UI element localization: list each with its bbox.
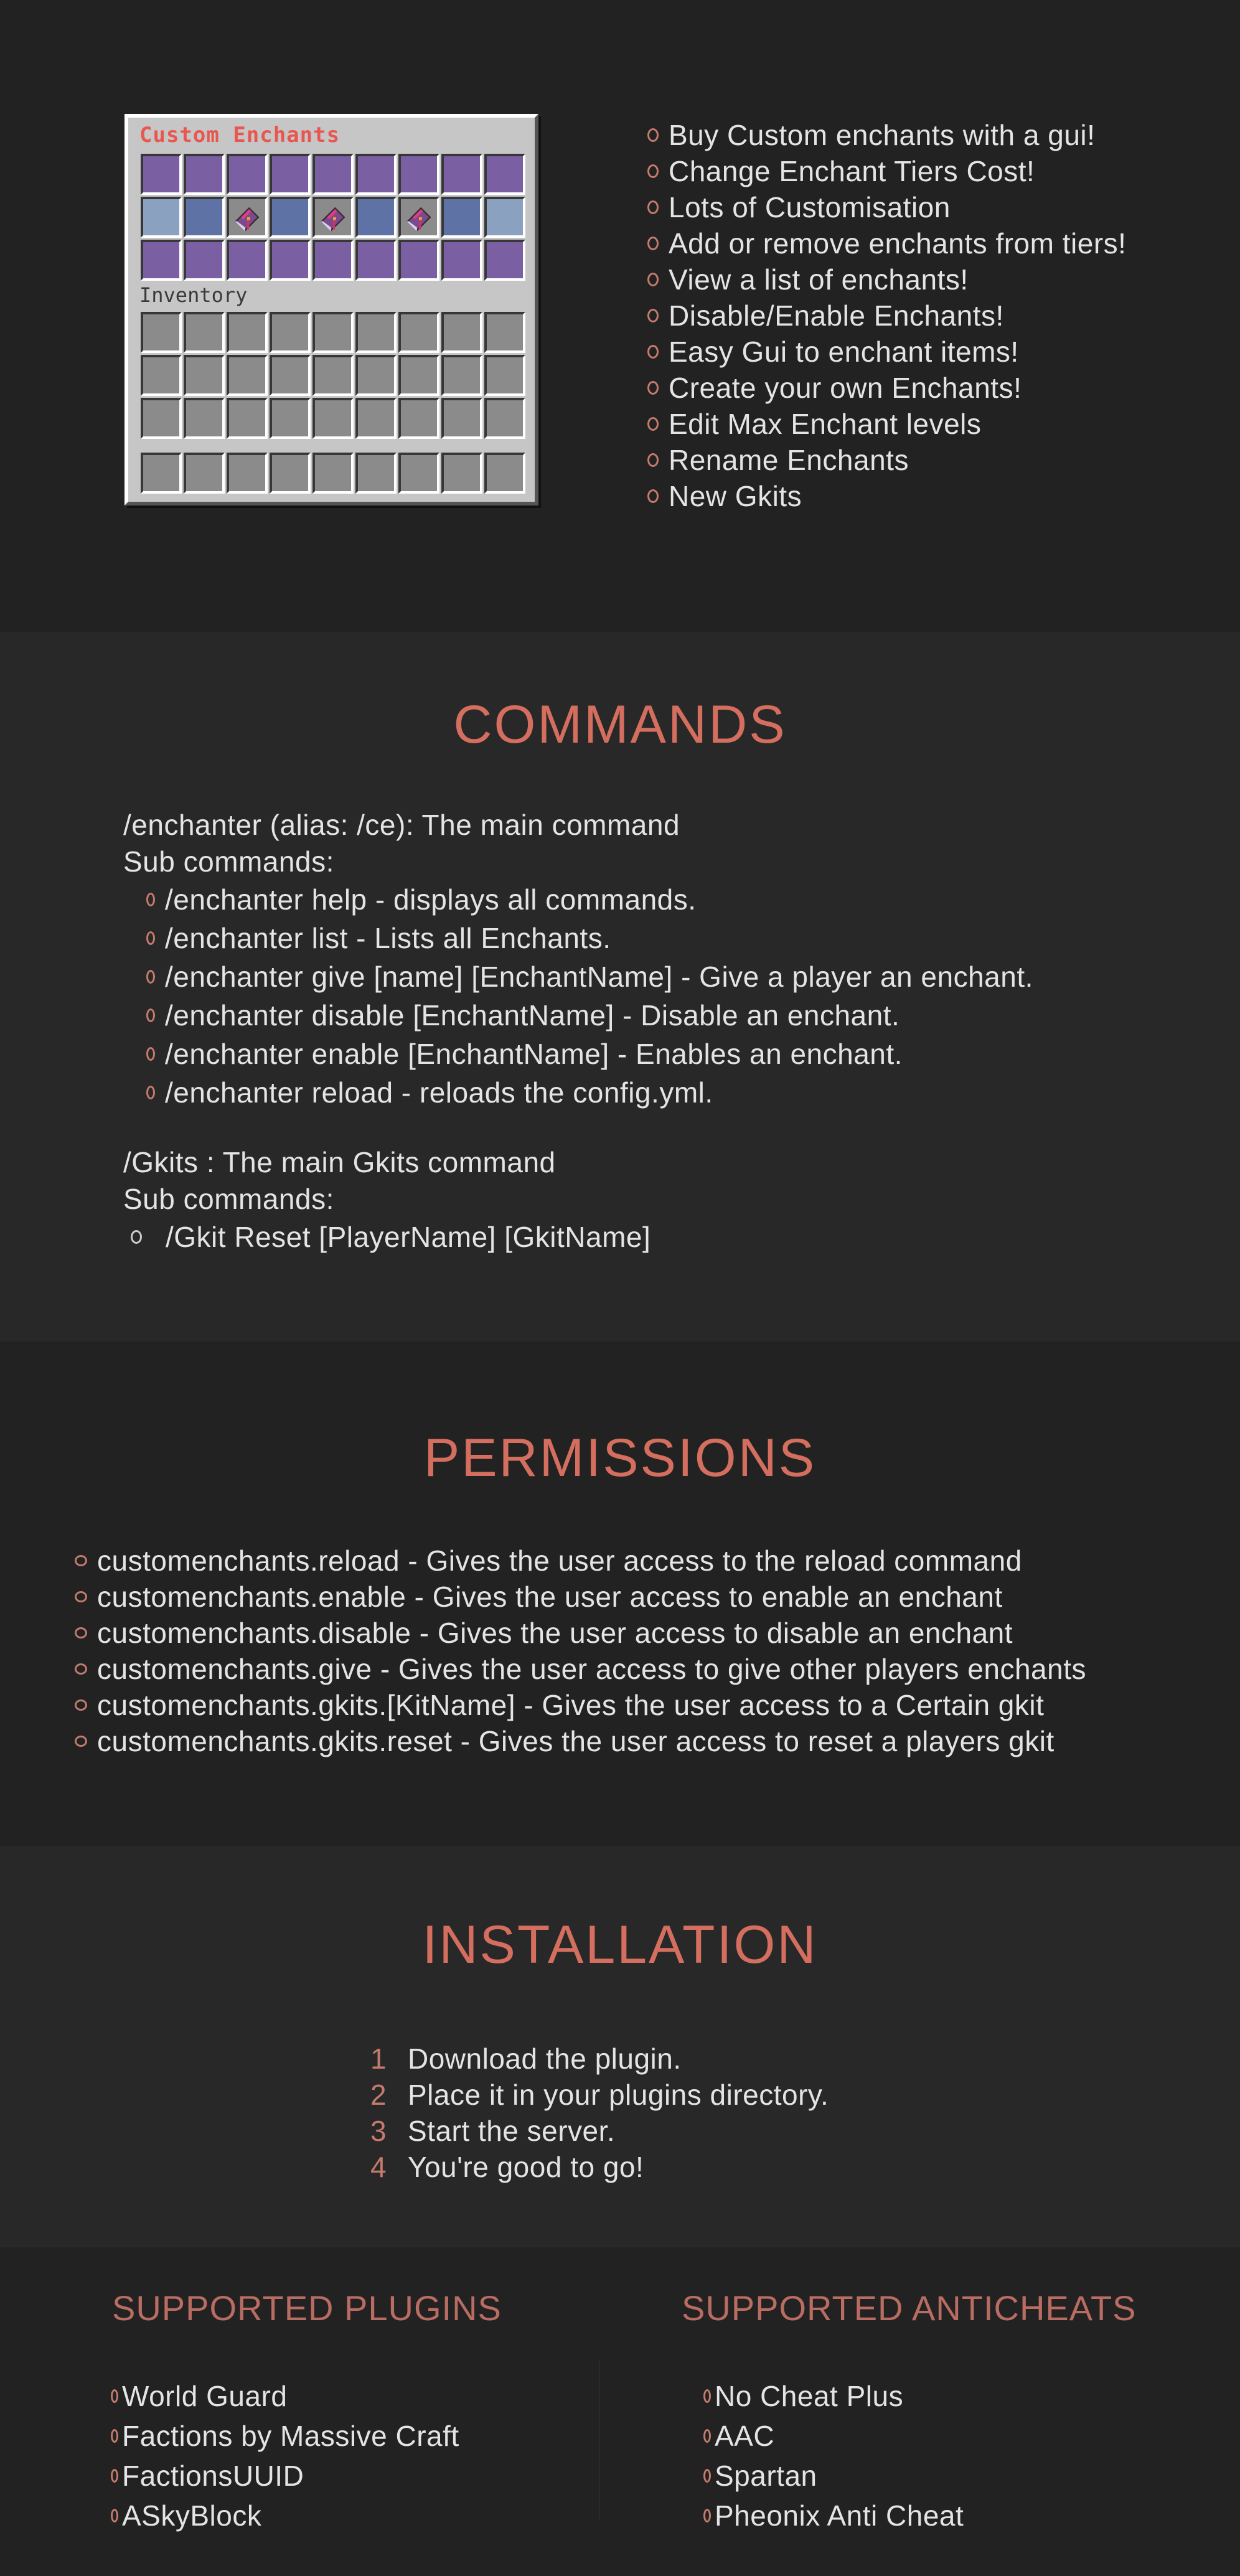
inventory-slot[interactable] <box>184 355 225 396</box>
step-number: 2 <box>370 2079 387 2111</box>
sub-command-item-text: /enchanter list - Lists all Enchants. <box>165 922 611 954</box>
bullet-icon <box>647 381 659 395</box>
bullet-icon <box>111 2509 118 2522</box>
feature-item <box>647 227 1126 260</box>
inventory-slot[interactable] <box>270 197 311 238</box>
sub-commands-label: Sub commands: <box>123 845 334 878</box>
permission-item <box>75 1616 1013 1650</box>
sub-command-item-text: /enchanter disable [EnchantName] - Disable an enchant. <box>165 999 900 1032</box>
feature-item <box>647 118 1095 152</box>
feature-item-text: Edit Max Enchant levels <box>669 408 982 440</box>
supported-anticheat-item <box>703 2499 964 2532</box>
bullet-icon <box>647 273 659 286</box>
bullet-icon <box>146 970 155 984</box>
inventory-slot[interactable] <box>441 197 482 238</box>
bullet-icon <box>647 200 659 214</box>
gkit-sub-command-item-text: /Gkit Reset [PlayerName] [GkitName] <box>166 1221 651 1253</box>
step-text: Place it in your plugins directory. <box>408 2079 829 2111</box>
inventory-slot[interactable] <box>227 240 268 281</box>
bullet-icon <box>146 1047 155 1061</box>
inventory-slot[interactable] <box>141 154 182 195</box>
supported-plugin-item <box>111 2459 304 2493</box>
step-text: Start the server. <box>408 2115 616 2147</box>
permission-item <box>75 1688 1044 1722</box>
bullet-icon <box>146 1086 155 1099</box>
feature-item-text: Buy Custom enchants with a gui! <box>669 119 1096 151</box>
bullet-icon <box>647 237 659 250</box>
inventory-slot[interactable] <box>184 398 225 439</box>
installation-section <box>0 1846 1240 2247</box>
inventory-slot[interactable] <box>184 154 225 195</box>
inventory-slot[interactable] <box>312 312 354 353</box>
inventory-slot[interactable] <box>184 197 225 238</box>
bullet-icon <box>647 128 659 142</box>
gkits-sub-commands-label: Sub commands: <box>123 1183 334 1215</box>
feature-item-text: Easy Gui to enchant items! <box>669 336 1019 368</box>
permission-item-text: customenchants.reload - Gives the user access to the reload command <box>97 1544 1022 1577</box>
inventory-slot[interactable] <box>141 453 182 494</box>
gkits-main-command: /Gkits : The main Gkits command <box>123 1146 556 1178</box>
inventory-grid <box>141 312 525 439</box>
install-step <box>370 2042 682 2075</box>
feature-item <box>647 190 951 224</box>
gui-title: Custom Enchants <box>139 123 341 148</box>
inventory-slot[interactable] <box>141 312 182 353</box>
bullet-icon <box>111 2469 118 2483</box>
sub-command-item-text: /enchanter reload - reloads the config.yml. <box>165 1076 713 1109</box>
inventory-slot[interactable] <box>312 398 354 439</box>
gkit-sub-command-item <box>131 1220 651 1254</box>
inventory-slot[interactable] <box>355 453 397 494</box>
enchanted-book-slot[interactable] <box>312 197 354 238</box>
supported-anticheat-item-text: Spartan <box>715 2460 817 2492</box>
feature-item-text: Add or remove enchants from tiers! <box>669 227 1127 260</box>
bullet-icon <box>146 931 155 945</box>
feature-item-text: View a list of enchants! <box>669 263 969 296</box>
inventory-slot[interactable] <box>441 154 482 195</box>
inventory-slot[interactable] <box>484 197 525 238</box>
bullet-icon <box>75 1627 87 1638</box>
sub-command-item <box>146 999 899 1032</box>
inventory-slot[interactable] <box>355 240 397 281</box>
sub-command-item <box>146 1076 713 1109</box>
bullet-icon <box>75 1699 87 1711</box>
inventory-slot[interactable] <box>227 312 268 353</box>
inventory-slot[interactable] <box>441 398 482 439</box>
supported-plugin-item <box>111 2379 287 2413</box>
inventory-slot[interactable] <box>270 355 311 396</box>
inventory-slot[interactable] <box>270 312 311 353</box>
bullet-icon <box>111 2429 118 2443</box>
inventory-label: Inventory <box>139 283 248 307</box>
feature-item <box>647 299 1004 332</box>
inventory-slot[interactable] <box>441 355 482 396</box>
sub-command-item-text: /enchanter give [name] [EnchantName] - Give a player an enchant. <box>165 961 1033 993</box>
hotbar-grid <box>141 453 525 494</box>
column-divider <box>599 2359 600 2521</box>
enchanter-main-command: /enchanter (alias: /ce): The main command <box>123 809 680 841</box>
bullet-icon <box>75 1591 87 1602</box>
supported-plugins-title: SUPPORTED PLUGINS <box>112 2288 502 2328</box>
bullet-icon <box>703 2469 711 2483</box>
feature-item <box>647 443 909 477</box>
inventory-slot[interactable] <box>270 398 311 439</box>
bullet-icon <box>647 164 659 178</box>
feature-item <box>647 263 969 296</box>
supported-anticheat-item <box>703 2459 817 2493</box>
step-text: You're good to go! <box>408 2151 644 2183</box>
bullet-icon <box>131 1230 142 1244</box>
inventory-slot[interactable] <box>184 240 225 281</box>
permissions-title: PERMISSIONS <box>423 1428 817 1488</box>
inventory-slot[interactable] <box>484 398 525 439</box>
inventory-slot[interactable] <box>355 154 397 195</box>
bullet-icon <box>703 2389 711 2403</box>
feature-item-text: Lots of Customisation <box>669 191 951 223</box>
step-text: Download the plugin. <box>408 2042 682 2075</box>
bullet-icon <box>647 345 659 359</box>
install-step <box>370 2114 615 2148</box>
supported-section <box>0 2247 1240 2576</box>
feature-item-text: Change Enchant Tiers Cost! <box>669 155 1035 187</box>
inventory-slot[interactable] <box>398 453 439 494</box>
inventory-slot[interactable] <box>184 312 225 353</box>
bullet-icon <box>111 2389 118 2403</box>
inventory-slot[interactable] <box>270 240 311 281</box>
inventory-slot[interactable] <box>270 453 311 494</box>
feature-item <box>647 479 802 513</box>
commands-title: COMMANDS <box>453 695 787 754</box>
feature-item-text: New Gkits <box>669 480 802 512</box>
inventory-slot[interactable] <box>484 154 525 195</box>
supported-anticheats-title: SUPPORTED ANTICHEATS <box>682 2288 1137 2328</box>
supported-plugin-item-text: Factions by Massive Craft <box>122 2420 459 2452</box>
inventory-slot[interactable] <box>441 240 482 281</box>
enchanted-book-slot[interactable] <box>227 197 268 238</box>
bullet-icon <box>75 1736 87 1747</box>
inventory-slot[interactable] <box>484 355 525 396</box>
inventory-slot[interactable] <box>398 355 439 396</box>
permission-item <box>75 1652 1086 1686</box>
inventory-slot[interactable] <box>398 398 439 439</box>
permission-item-text: customenchants.disable - Gives the user access to disable an enchant <box>97 1617 1013 1649</box>
permission-item-text: customenchants.give - Gives the user access to give other players enchants <box>97 1653 1087 1685</box>
supported-anticheat-item-text: No Cheat Plus <box>715 2380 904 2412</box>
bullet-icon <box>647 417 659 431</box>
bullet-icon <box>647 453 659 467</box>
inventory-slot[interactable] <box>141 240 182 281</box>
inventory-slot[interactable] <box>441 453 482 494</box>
inventory-slot[interactable] <box>141 398 182 439</box>
sub-command-item <box>146 883 697 916</box>
inventory-slot[interactable] <box>312 154 354 195</box>
commands-section <box>0 632 1240 1342</box>
bullet-icon <box>647 489 659 503</box>
inventory-slot[interactable] <box>312 240 354 281</box>
inventory-slot[interactable] <box>355 312 397 353</box>
bullet-icon <box>75 1555 87 1566</box>
inventory-slot[interactable] <box>398 240 439 281</box>
sub-command-item-text: /enchanter help - displays all commands. <box>165 883 697 916</box>
supported-plugin-item-text: World Guard <box>122 2380 288 2412</box>
install-step <box>370 2150 644 2184</box>
permission-item-text: customenchants.gkits.reset - Gives the user access to reset a players gkit <box>97 1725 1054 1757</box>
supported-plugin-item <box>111 2499 261 2532</box>
supported-plugin-item <box>111 2419 459 2453</box>
permission-item <box>75 1580 1003 1614</box>
inventory-slot[interactable] <box>227 398 268 439</box>
inventory-slot[interactable] <box>484 240 525 281</box>
inventory-slot[interactable] <box>270 154 311 195</box>
feature-item <box>647 371 1022 405</box>
inventory-slot[interactable] <box>227 453 268 494</box>
step-number: 3 <box>370 2115 387 2147</box>
installation-title: INSTALLATION <box>422 1915 818 1975</box>
inventory-slot[interactable] <box>355 398 397 439</box>
inventory-slot[interactable] <box>184 453 225 494</box>
bullet-icon <box>703 2429 711 2443</box>
permission-item <box>75 1544 1022 1577</box>
bullet-icon <box>703 2509 711 2522</box>
permission-item-text: customenchants.gkits.[KitName] - Gives the user access to a Certain gkit <box>97 1689 1045 1721</box>
inventory-slot[interactable] <box>355 355 397 396</box>
inventory-slot[interactable] <box>355 197 397 238</box>
inventory-slot[interactable] <box>227 355 268 396</box>
sub-command-item-text: /enchanter enable [EnchantName] - Enables an enchant. <box>165 1038 903 1070</box>
feature-item-text: Create your own Enchants! <box>669 372 1022 404</box>
enchant-slots-grid <box>141 154 525 281</box>
bullet-icon <box>75 1663 87 1675</box>
inventory-slot[interactable] <box>312 453 354 494</box>
sub-command-item <box>146 1037 903 1071</box>
supported-plugin-item-text: FactionsUUID <box>122 2460 304 2492</box>
feature-item <box>647 154 1035 188</box>
supported-anticheat-item <box>703 2379 903 2413</box>
inventory-slot[interactable] <box>484 312 525 353</box>
feature-item-text: Disable/Enable Enchants! <box>669 299 1004 332</box>
bullet-icon <box>146 1008 155 1022</box>
permission-item-text: customenchants.enable - Gives the user access to enable an enchant <box>97 1581 1003 1613</box>
feature-item-text: Rename Enchants <box>669 444 909 476</box>
sub-command-item <box>146 921 611 955</box>
inventory-slot[interactable] <box>227 154 268 195</box>
supported-anticheat-item-text: Pheonix Anti Cheat <box>715 2499 964 2532</box>
inventory-slot[interactable] <box>141 355 182 396</box>
inventory-slot[interactable] <box>398 312 439 353</box>
features-section <box>0 0 1240 632</box>
inventory-slot[interactable] <box>141 197 182 238</box>
bullet-icon <box>647 309 659 322</box>
permission-item <box>75 1724 1054 1758</box>
inventory-slot[interactable] <box>441 312 482 353</box>
bullet-icon <box>146 893 155 906</box>
supported-anticheat-item <box>703 2419 774 2453</box>
enchanted-book-slot[interactable] <box>398 197 439 238</box>
inventory-slot[interactable] <box>484 453 525 494</box>
step-number: 4 <box>370 2151 387 2183</box>
inventory-slot[interactable] <box>312 355 354 396</box>
install-step <box>370 2078 829 2112</box>
supported-plugin-item-text: ASkyBlock <box>122 2499 262 2532</box>
sub-command-item <box>146 960 1033 994</box>
permissions-section <box>0 1342 1240 1846</box>
feature-item <box>647 335 1019 369</box>
supported-anticheat-item-text: AAC <box>715 2420 775 2452</box>
feature-item <box>647 407 981 441</box>
step-number: 1 <box>370 2042 387 2075</box>
inventory-slot[interactable] <box>398 154 439 195</box>
custom-enchants-gui-image <box>124 114 538 505</box>
